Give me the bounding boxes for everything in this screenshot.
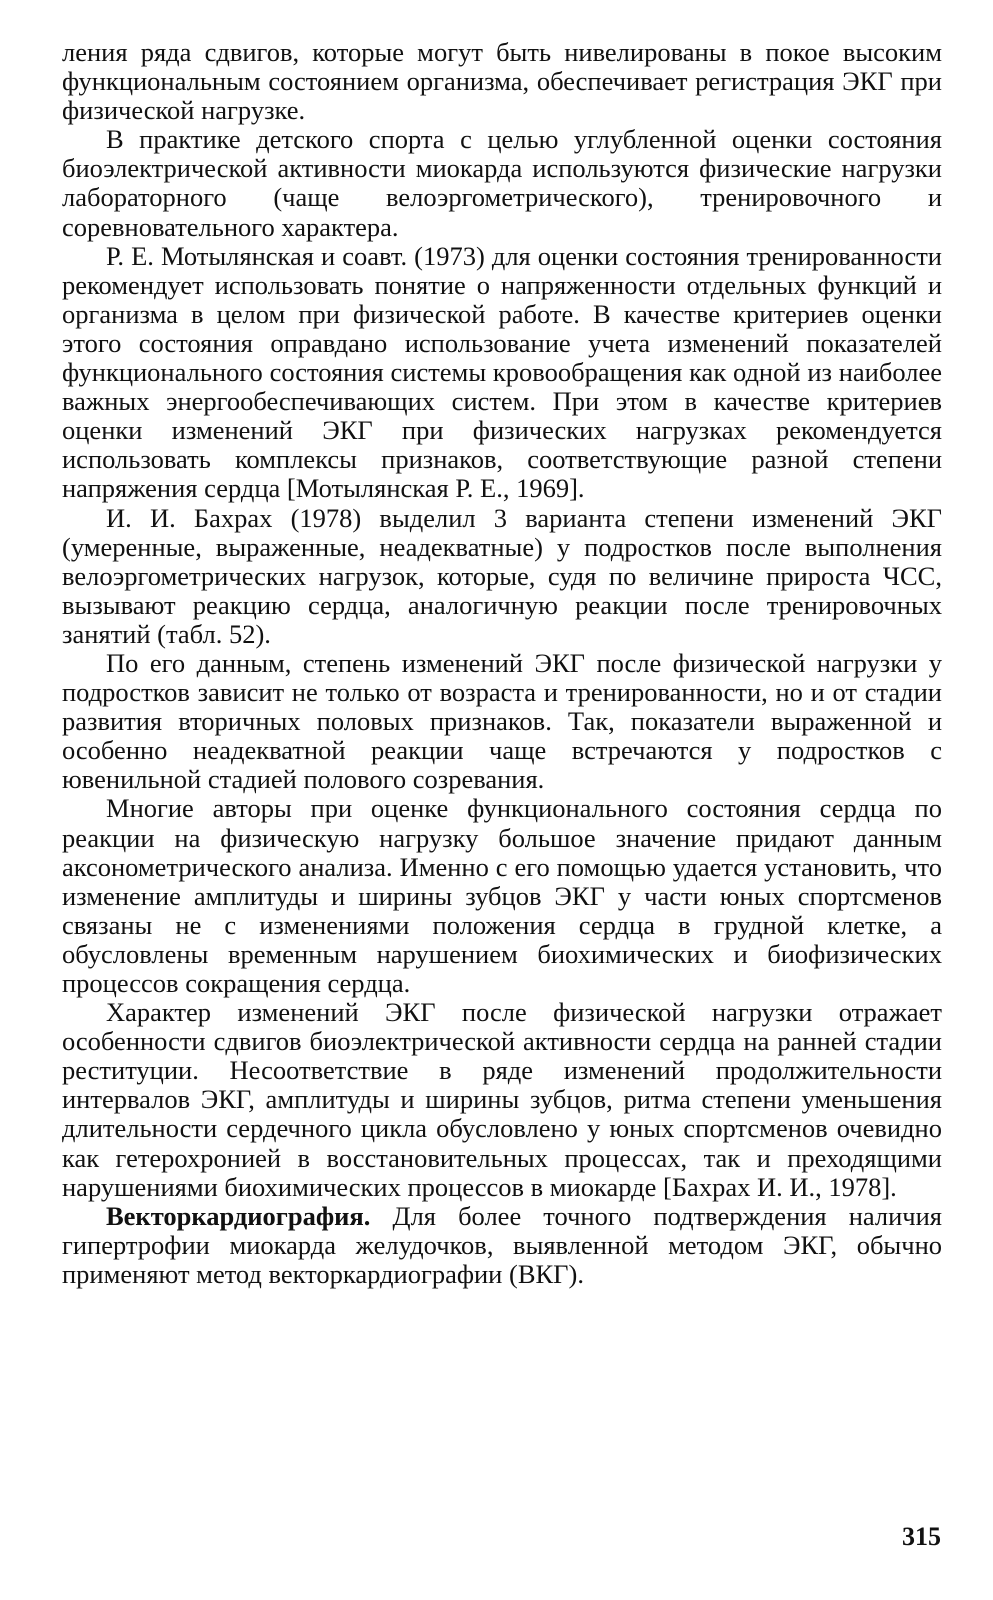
paragraph-according-to-data: По его данным, степень изменений ЭКГ после физической нагрузки у подростков зависит не только от возраста и тренированности, но и от стадии развития вторичных половых признаков. Так, показатели выраженной и особенно неадекватной реакции чаще встречаются у подростков с ювенильной стадией полового созревания. [62, 647, 942, 795]
paragraph-children-sport-practice: В практике детского спорта с целью углубленной оценки состояния биоэлектрической активности миокарда используются физические нагрузки лабораторного (чаще велоэргометрического), тренировочного и соревновательного характера. [62, 124, 942, 242]
paragraph-vectorcardiography-text: Для более точного подтверждения наличия гипертрофии миокарда желудочков, выявленной методом ЭКГ, обычно применяют метод векторкардиографии (ВКГ). [62, 1200, 942, 1289]
paragraph-ecg-changes-character: Характер изменений ЭКГ после физической нагрузки отражает особенности сдвигов биоэлектрической активности сердца на ранней стадии реституции. Несоответствие в ряде изменений продолжительности интервалов ЭКГ, амплитуды и ширины зубцов, ритма степени уменьшения длительности сердечного цикла обусловлено у юных спортсменов очевидно как гетерохронией в восстановительных процессах, так и преходящими нарушениями биохимических процессов в миокарде [Бахрах И. И., 1978]. [62, 997, 942, 1202]
paragraph-motylyanskaya: Р. Е. Мотылянская и соавт. (1973) для оценки состояния тренированности рекомендует использовать понятие о напряженности отдельных функций и организма в целом при физической работе. В качестве критериев оценки этого состояния оправдано использование учета изменений показателей функционального состояния системы кровообращения как одной из наиболее важных энергообеспечивающих систем. При этом в качестве критериев оценки изменений ЭКГ при физических нагрузках рекомендуется использовать комплексы признаков, соответствующие разной степени напряжения сердца [Мотылянская Р. Е., 1969]. [62, 240, 942, 504]
page-number: 315 [902, 1522, 941, 1551]
paragraph-vectorcardiography [62, 1202, 942, 1289]
paragraph-bakhrakh-variants: И. И. Бахрах (1978) выделил 3 варианта степени изменений ЭКГ (умеренные, выраженные, неадекватные) у подростков после выполнения велоэргометрических нагрузок, которые, судя по величине прироста ЧСС, вызывают реакцию сердца, аналогичную реакции после тренировочных занятий (табл. 52). [62, 502, 942, 649]
paragraph-continuation: ления ряда сдвигов, которые могут быть нивелированы в покое высоким функциональным состоянием организма, обеспечивает регистрация ЭКГ при физической нагрузке. [62, 37, 942, 126]
page-body [62, 38, 942, 1289]
section-term: Векторкардиография. [106, 1200, 371, 1231]
paragraph-axonometric-analysis: Многие авторы при оценке функционального состояния сердца по реакции на физическую нагрузку большое значение придают данным аксонометрического анализа. Именно с его помощью удается установить, что изменение амплитуды и ширины зубцов ЭКГ у части юных спортсменов связаны не с изменениями положения сердца в грудной клетке, а обусловлены временным нарушением биохимических и биофизических процессов сокращения сердца. [62, 793, 942, 998]
